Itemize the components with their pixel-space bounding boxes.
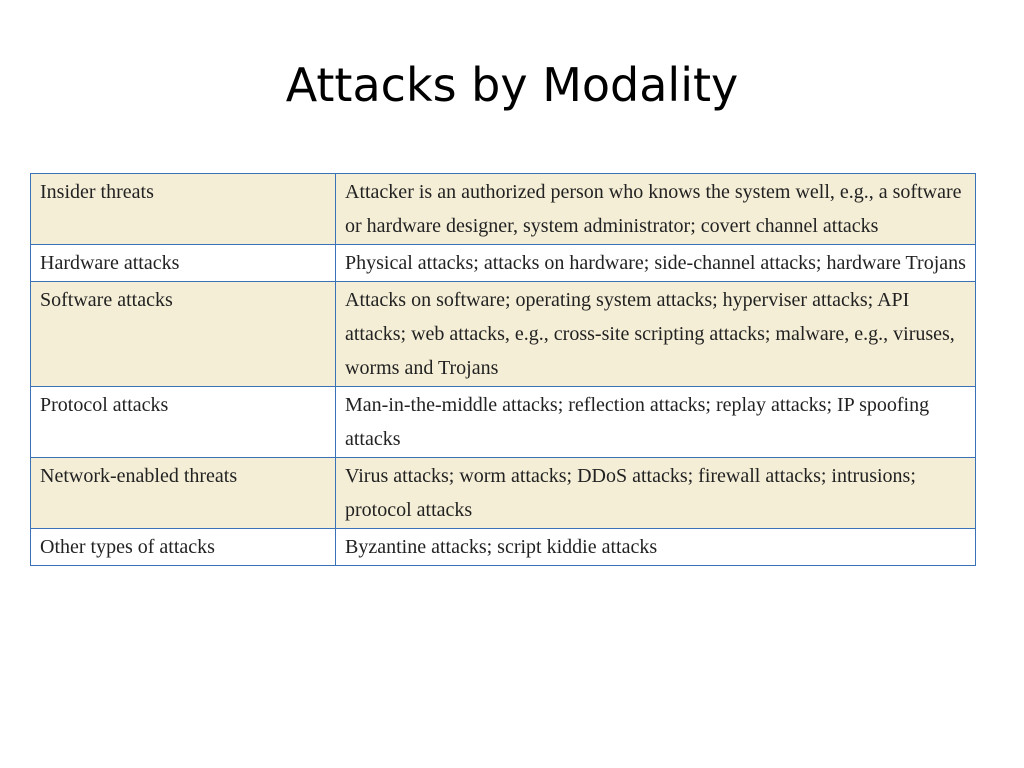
category-cell: Software attacks [31,282,336,387]
category-cell: Protocol attacks [31,387,336,458]
description-cell: Physical attacks; attacks on hardware; side-channel attacks; hardware Trojans [336,245,976,282]
table-row [31,387,976,458]
description-cell: Attacker is an authorized person who knows the system well, e.g., a software or hardware designer, system administrator; covert channel attacks [336,174,976,245]
table-row [31,458,976,529]
category-cell: Hardware attacks [31,245,336,282]
description-cell: Attacks on software; operating system attacks; hyperviser attacks; API attacks; web attacks, e.g., cross-site scripting attacks; malware, e.g., viruses, worms and Trojans [336,282,976,387]
category-cell: Insider threats [31,174,336,245]
table-row [31,174,976,245]
table-row [31,529,976,566]
table-row [31,282,976,387]
category-cell: Other types of attacks [31,529,336,566]
description-cell: Man-in-the-middle attacks; reflection attacks; replay attacks; IP spoofing attacks [336,387,976,458]
description-cell: Byzantine attacks; script kiddie attacks [336,529,976,566]
category-cell: Network-enabled threats [31,458,336,529]
attacks-table [30,173,976,566]
table-row [31,245,976,282]
description-cell: Virus attacks; worm attacks; DDoS attacks; firewall attacks; intrusions; protocol attacks [336,458,976,529]
slide-title: Attacks by Modality [285,58,739,112]
